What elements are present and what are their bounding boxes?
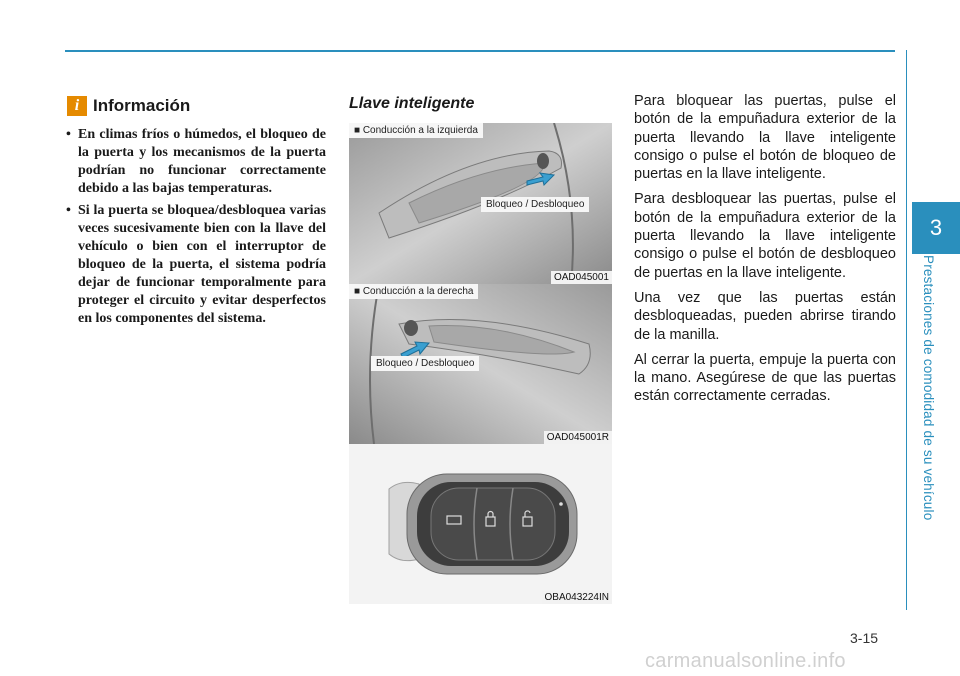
- figure-callout: Bloqueo / Desbloqueo: [481, 197, 589, 212]
- info-icon: i: [67, 96, 87, 116]
- figure-door-handle-left: [349, 123, 612, 284]
- top-rule: [65, 50, 895, 52]
- paragraph: Una vez que las puertas están desbloqueadas, pueden abrirse tirando de la manilla.: [634, 289, 896, 343]
- chapter-title: Prestaciones de comodidad de su vehículo: [921, 255, 936, 521]
- bullet: •: [66, 203, 71, 218]
- figure-caption: ■ Conducción a la izquierda: [349, 123, 483, 138]
- figure-callout: Bloqueo / Desbloqueo: [371, 356, 479, 371]
- info-title: Información: [93, 96, 191, 115]
- body-text: [634, 92, 896, 413]
- page-number: 3-15: [850, 630, 879, 646]
- info-list: [66, 126, 326, 332]
- figure-caption: ■ Conducción a la derecha: [349, 284, 478, 299]
- bullet: •: [66, 127, 71, 142]
- smart-key-illustration: [349, 444, 612, 604]
- info-item: • En climas fríos o húmedos, el bloqueo de la puerta y los mecanismos de la puerta podrían no funcionar correctamente debido a las bajas temperaturas.: [66, 127, 326, 196]
- figure-code: OAD045001R: [544, 431, 612, 444]
- chapter-tab: 3: [912, 202, 960, 254]
- figure-smart-key: [349, 444, 612, 604]
- figure-code: OAD045001: [551, 271, 612, 284]
- watermark: carmanualsonline.info: [645, 650, 846, 672]
- paragraph: Para bloquear las puertas, pulse el botón de la empuñadura exterior de la puerta llevando la llave inteligente consigo o pulse el botón de bloqueo de puertas en la llave inteligente.: [634, 93, 896, 183]
- figure-door-handle-right: [349, 284, 612, 444]
- paragraph: Al cerrar la puerta, empuje la puerta con la mano. Asegúrese de que las puertas están correctamente cerradas.: [634, 351, 896, 405]
- side-rule: [906, 50, 907, 610]
- section-title: Llave inteligente: [349, 95, 475, 112]
- info-item: • Si la puerta se bloquea/desbloquea varias veces sucesivamente bien con la llave del vehículo o bien con el interruptor de bloqueo de la puerta, el sistema podría dejar de funcionar temporalmente para proteger el circuito y evitar desperfectos en los componentes del sistema.: [66, 203, 326, 326]
- paragraph: Para desbloquear las puertas, pulse el botón de la empuñadura exterior de la puerta llevando la llave inteligente consigo o pulse el botón de desbloqueo de puertas en la llave inteligente.: [634, 191, 896, 281]
- info-heading: [67, 96, 190, 116]
- figure-code: OBA043224IN: [542, 591, 613, 604]
